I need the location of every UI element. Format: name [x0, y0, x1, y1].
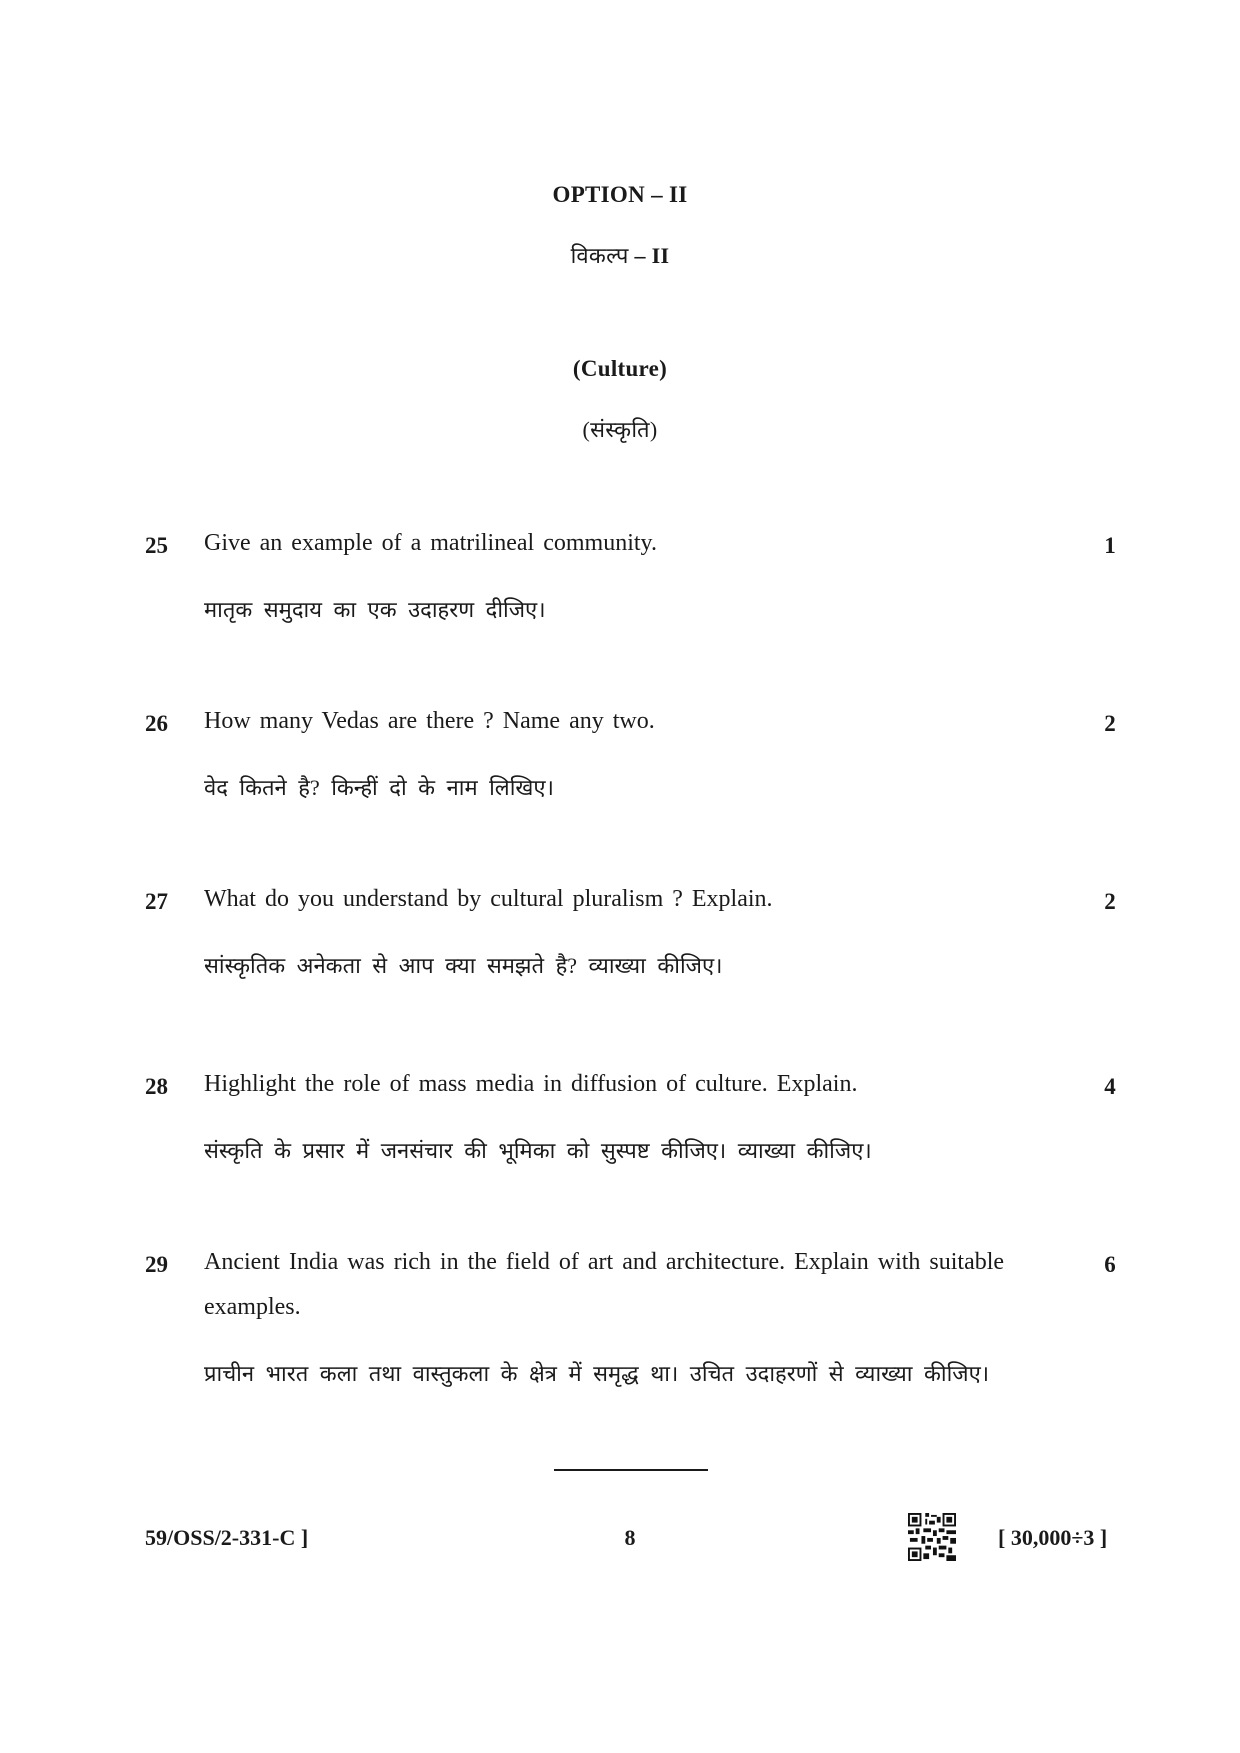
end-rule [554, 1469, 708, 1471]
option-heading [0, 182, 1240, 208]
option-dash: – [651, 182, 663, 207]
question-number: 29 [145, 1252, 168, 1277]
option-number: II [668, 182, 688, 207]
question-number: 26 [145, 711, 168, 736]
question-text-hindi: प्राचीन भारत कला तथा वास्तुकला के क्षेत्र में समृद्ध था। उचित उदाहरणों से व्याख्या कीजिए। [204, 1361, 990, 1386]
qr-code-icon [908, 1513, 956, 1561]
question-text-english: Give an example of a matrilineal community. [204, 530, 657, 556]
page-number: 8 [624, 1525, 636, 1550]
question-text-hindi: मातृक समुदाय का एक उदाहरण दीजिए। [204, 597, 546, 622]
question-text-english: Ancient India was rich in the field of art and architecture. Explain with suitable examples. [204, 1249, 1005, 1320]
subject-heading-hindi: (संस्कृति) [582, 417, 658, 442]
question-marks: 2 [1104, 711, 1116, 736]
paper-code: 59/OSS/2-331-C ] [145, 1525, 309, 1550]
option-number-hindi: II [651, 243, 670, 268]
question-number: 25 [145, 533, 168, 558]
option-heading-hindi [0, 240, 1240, 270]
question-text-hindi: वेद कितने है? किन्हीं दो के नाम लिखिए। [204, 775, 554, 800]
option-title-hindi: विकल्प [570, 243, 629, 268]
question-text-hindi: सांस्कृतिक अनेकता से आप क्या समझते है? व्याख्या कीजिए। [204, 953, 723, 978]
question-marks: 6 [1104, 1252, 1116, 1277]
question-text-english: How many Vedas are there ? Name any two. [204, 708, 655, 734]
question-text-english: What do you understand by cultural pluralism ? Explain. [204, 886, 773, 912]
question-number: 27 [145, 889, 168, 914]
question-text-english: Highlight the role of mass media in diffusion of culture. Explain. [204, 1071, 858, 1097]
question-number: 28 [145, 1074, 168, 1099]
option-title: OPTION [552, 182, 646, 207]
question-marks: 1 [1104, 533, 1116, 558]
print-run: [ 30,000÷3 ] [998, 1525, 1108, 1550]
option-dash-hindi: – [634, 243, 646, 268]
question-text-hindi: संस्कृति के प्रसार में जनसंचार की भूमिका को सुस्पष्ट कीजिए। व्याख्या कीजिए। [204, 1138, 872, 1163]
question-marks: 2 [1104, 889, 1116, 914]
subject-heading: (Culture) [572, 356, 668, 381]
question-marks: 4 [1104, 1074, 1116, 1099]
